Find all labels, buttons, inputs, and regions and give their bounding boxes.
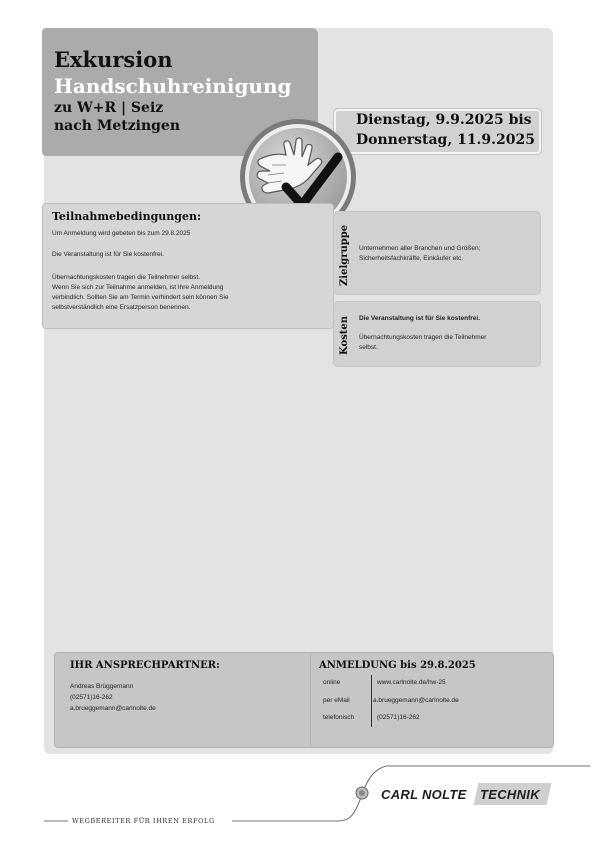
costs-label: Kosten <box>339 315 350 355</box>
date-line-1: Dienstag, 9.9.2025 bis <box>356 112 532 128</box>
costs-text: Die Veranstaltung ist für Sie kostenfrei. <box>359 315 481 322</box>
conditions-text: verbindlich. Sollten Sie am Termin verhindert sein können Sie <box>52 294 229 301</box>
target-group-text: Unternehmen aller Branchen und Größen; <box>359 245 481 252</box>
conditions-text: Übernachtungskosten tragen die Teilnehmer selbst. <box>52 274 201 281</box>
conditions-text: Wenn Sie sich zur Teilnahme anmelden, ist Ihre Anmeldung <box>52 284 224 291</box>
conditions-text: Um Anmeldung wird gebeten bis zum 29.8.2025 <box>52 230 191 237</box>
registration-online-link[interactable]: www.carlnolte.de/hw-25 <box>377 679 446 686</box>
registration-divider <box>371 675 372 727</box>
registration-label: telefonisch <box>323 714 355 721</box>
title-line-3: zu W+R | Seiz <box>54 100 164 116</box>
target-group-label: Zielgruppe <box>339 224 350 286</box>
page-title: Exkursion <box>54 47 173 72</box>
contact-heading: IHR ANSPRECHPARTNER: <box>70 660 220 671</box>
registration-email-link[interactable]: a.brueggemann@carlnolte.de <box>373 697 459 704</box>
logo-technik: TECHNIK <box>480 787 540 802</box>
page-subtitle: Handschuhreinigung <box>54 74 292 98</box>
registration-phone: (02571)16-262 <box>377 714 420 721</box>
conditions-heading: Teilnahmebedingungen: <box>52 210 202 223</box>
costs-text: selbst. <box>359 344 378 351</box>
registration-label: per eMail <box>323 697 350 704</box>
target-group-text: Sicherheitsfachkräfte, Einkäufer etc. <box>359 255 464 262</box>
logo-carl-nolte: CARL NOLTE <box>381 787 467 802</box>
footer-slogan: WEGBEREITER FÜR IHREN ERFOLG <box>72 817 215 825</box>
conditions-text: Die Veranstaltung ist für Sie kostenfrei. <box>52 251 165 258</box>
contact-name: Andreas Brüggemann <box>70 683 134 690</box>
date-line-2: Donnerstag, 11.9.2025 <box>356 132 536 148</box>
registration-heading: ANMELDUNG bis 29.8.2025 <box>319 660 476 671</box>
contact-phone: (02571)16-262 <box>70 694 113 701</box>
registration-label: online <box>323 679 341 686</box>
conditions-text: selbstverständlich eine Ersatzperson benennen. <box>52 304 191 311</box>
contact-email[interactable]: a.brueggemann@carlnolte.de <box>70 705 156 712</box>
costs-text: Übernachtungskosten tragen die Teilnehmer <box>359 334 487 341</box>
title-line-4: nach Metzingen <box>54 118 181 134</box>
